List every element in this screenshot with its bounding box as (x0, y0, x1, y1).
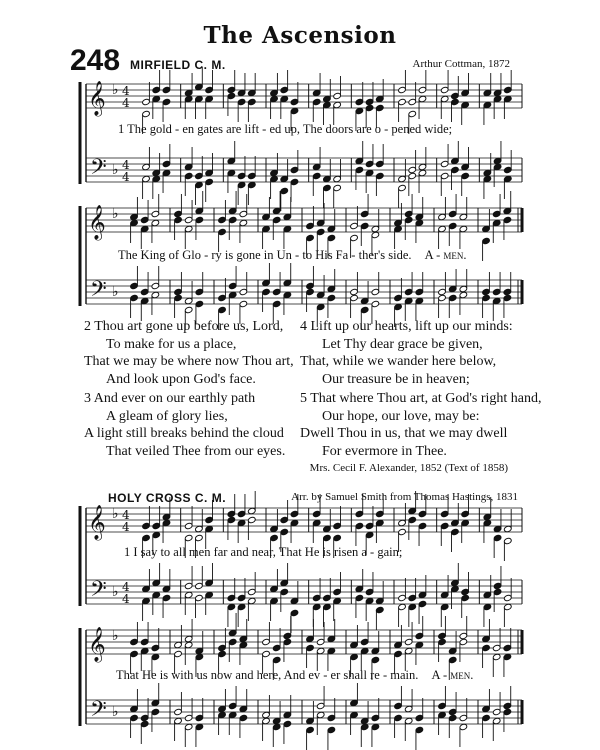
verse-line: To make for us a place, (106, 336, 237, 352)
svg-text:4: 4 (122, 158, 130, 172)
svg-text:𝄢: 𝄢 (90, 277, 107, 307)
svg-text:4: 4 (122, 592, 130, 606)
text-author-credit: Mrs. Cecil F. Alexander, 1852 (Text of 1858) (309, 462, 508, 474)
svg-text:4: 4 (122, 520, 130, 534)
svg-text:𝄞: 𝄞 (88, 205, 106, 240)
tune-name-holy-cross: HOLY CROSS C. M. (108, 491, 227, 505)
amen-label: A - men. (424, 248, 467, 262)
svg-text:𝄞: 𝄞 (88, 81, 106, 116)
verse-line: A gleam of glory lies, (106, 408, 228, 424)
svg-text:𝄢: 𝄢 (90, 577, 107, 607)
verse-line: Let Thy dear grace be given, (322, 336, 483, 352)
hymn-title: The Ascension (203, 22, 397, 49)
verse-line: 4 Lift up our hearts, lift up our minds: (300, 319, 513, 334)
verse-line: A light still breaks behind the cloud (84, 426, 284, 441)
verse-line: 5 That where Thou art, at God's right hand, (300, 391, 542, 406)
hymn-number: 248 (70, 44, 121, 77)
svg-text:♭: ♭ (112, 82, 119, 98)
lyric-text: That He is with us now and here, And ev - er shall re - main. (116, 668, 419, 682)
svg-text:♭: ♭ (112, 628, 119, 644)
verse-line: Our treasure be in heaven; (322, 371, 470, 387)
verse-line: 2 Thou art gone up before us, Lord, (84, 319, 284, 334)
verse-5 (300, 390, 542, 460)
svg-text:𝄞: 𝄞 (88, 505, 106, 540)
svg-text:♭: ♭ (112, 506, 119, 522)
svg-text:𝄞: 𝄞 (88, 627, 106, 662)
verse-4 (300, 318, 513, 388)
verse-2 (84, 318, 294, 388)
svg-text:♭: ♭ (112, 584, 119, 600)
svg-text:♭: ♭ (112, 162, 119, 178)
verse-line: That, while we wander here below, (300, 354, 497, 369)
verse-line: That we may be where now Thou art, (84, 354, 294, 369)
svg-text:𝄢: 𝄢 (90, 697, 107, 727)
svg-text:𝄢: 𝄢 (90, 155, 107, 185)
svg-text:4: 4 (122, 170, 130, 184)
verse-line: That veiled Thee from our eyes. (106, 443, 286, 459)
verse-line: Our hope, our love, may be: (322, 408, 480, 424)
svg-text:4: 4 (122, 580, 130, 594)
svg-text:4: 4 (122, 508, 130, 522)
lyric-line-4 (116, 668, 473, 683)
svg-text:♭: ♭ (112, 284, 119, 300)
svg-text:4: 4 (122, 96, 130, 110)
tune-name-mirfield: MIRFIELD C. M. (130, 58, 226, 72)
verse-line: And look upon God's face. (106, 371, 256, 387)
lyric-text: The King of Glo - ry is gone in Un - to His Fa - ther's side. (118, 248, 412, 262)
lyric-line-3: 1 I say to all men far and near, That He is risen a - gain; (124, 545, 403, 559)
verse-3 (84, 390, 285, 460)
verse-line: For evermore in Thee. (322, 443, 447, 459)
composer-credit-holy-cross: Arr. by Samuel Smith from Thomas Hastings, 1831 (291, 491, 518, 503)
svg-text:♭: ♭ (112, 704, 119, 720)
verse-line: 3 And ever on our earthly path (84, 391, 256, 406)
amen-label: A - men. (431, 668, 474, 682)
composer-credit-mirfield: Arthur Cottman, 1872 (412, 58, 510, 70)
verse-line: Dwell Thou in us, that we may dwell (300, 426, 508, 441)
lyric-line-2 (118, 248, 467, 263)
lyric-line-1: 1 The gold - en gates are lift - ed up, The doors are o - pened wide; (118, 122, 453, 136)
svg-text:♭: ♭ (112, 206, 119, 222)
svg-text:4: 4 (122, 84, 130, 98)
